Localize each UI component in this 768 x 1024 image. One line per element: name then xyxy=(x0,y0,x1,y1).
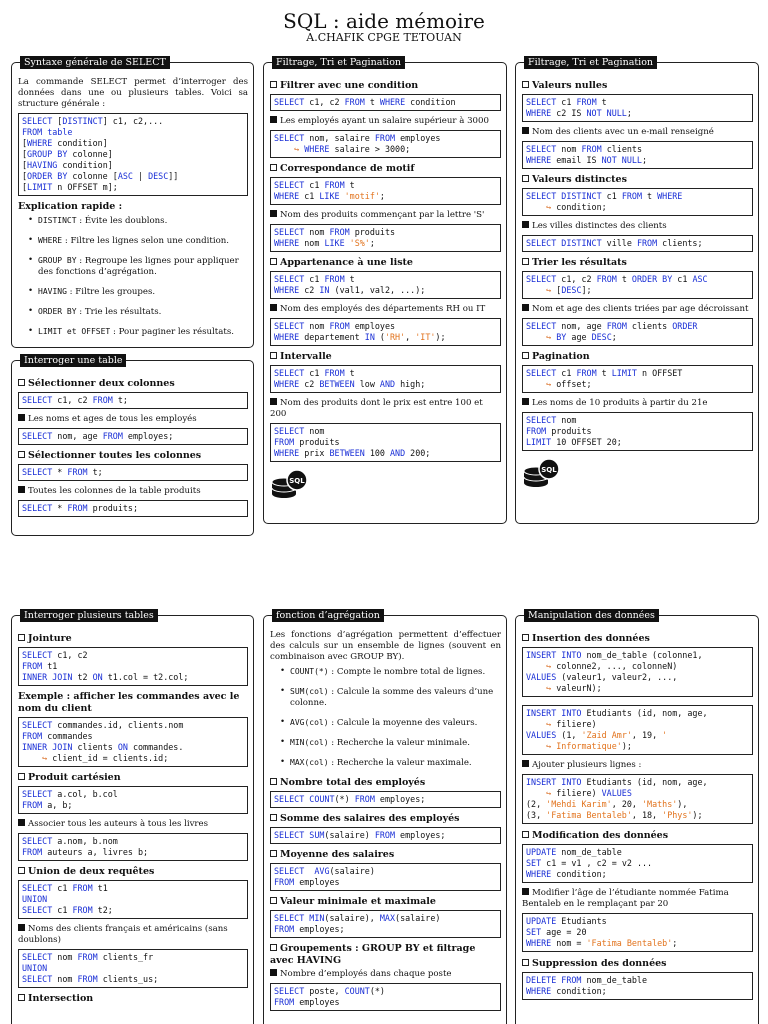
description: Modifier l’âge de l’étudiante nommée Fatima Bentaleb en le remplaçant par 20 xyxy=(522,888,729,909)
description: Les noms de 10 produits à partir du 21e xyxy=(522,398,753,409)
section-title: Sélectionner deux colonnes xyxy=(18,378,248,390)
section-title: Correspondance de motif xyxy=(270,163,501,175)
code-block: SELECT DISTINCT c1 FROM t WHERE ↪ condition; xyxy=(522,188,753,216)
section-title: Valeurs distinctes xyxy=(522,174,753,186)
code-block: INSERT INTO Etudiants (id, nom, age, ↪ filiere) VALUES (2, 'Mehdi Karim', 20, 'Maths'), (3, 'Fatima Bentaleb', 18, 'Phys'); xyxy=(522,774,753,824)
section-title: Groupements : GROUP BY et filtrage avec HAVING xyxy=(270,943,476,966)
code-block: SELECT nom, age FROM clients ORDER ↪ BY age DESC; xyxy=(522,318,753,346)
description: Nom des produits commençant par la lettre 'S' xyxy=(270,210,501,221)
aggregation-list xyxy=(270,666,501,769)
database-sql-icon xyxy=(522,458,562,492)
description: Associer tous les auteurs à tous les livres xyxy=(18,819,248,830)
section-title: Somme des salaires des employés xyxy=(270,813,501,825)
section-title: Suppression des données xyxy=(522,958,753,970)
code-block: SELECT DISTINCT ville FROM clients; xyxy=(522,235,753,252)
panel-data-manipulation xyxy=(515,610,759,1024)
panel-filter-2 xyxy=(515,57,759,524)
section-title: Appartenance à une liste xyxy=(270,257,501,269)
code-block: INSERT INTO nom_de_table (colonne1, ↪ colonne2, ..., colonneN) VALUES (valeur1, valeur2, ..., ↪ valeurN); xyxy=(522,647,753,697)
list-item: • WHERE : Filtre les lignes selon une condition. xyxy=(38,235,248,247)
list-item: • AVG(col) : Calcule la moyenne des valeurs. xyxy=(290,717,501,729)
section-title: Pagination xyxy=(522,351,753,363)
code-block: SELECT commandes.id, clients.nom FROM commandes INNER JOIN clients ON commandes. ↪ client_id = clients.id; xyxy=(18,717,248,767)
code-block: SELECT c1 FROM t LIMIT n OFFSET ↪ offset; xyxy=(522,365,753,393)
page-header xyxy=(0,10,768,44)
section-title: Valeur minimale et maximale xyxy=(270,896,501,908)
code-block: SELECT c1, c2 FROM t; xyxy=(18,392,248,409)
code-block: SELECT c1 FROM t WHERE c2 BETWEEN low AND high; xyxy=(270,365,501,393)
code-block: SELECT nom FROM clients_fr UNION SELECT nom FROM clients_us; xyxy=(18,949,248,988)
explain-list xyxy=(18,215,248,338)
code-block: SELECT c1, c2 FROM t ORDER BY c1 ASC ↪ [DESC]; xyxy=(522,271,753,299)
code-block: SELECT nom FROM clients WHERE email IS NOT NULL; xyxy=(522,141,753,169)
database-sql-icon xyxy=(270,469,310,503)
section-title: Modification des données xyxy=(522,830,753,842)
description: Noms des clients français et américains (sans doublons) xyxy=(18,924,228,945)
code-block: SELECT MIN(salaire), MAX(salaire) FROM employes; xyxy=(270,910,501,938)
section-title: Moyenne des salaires xyxy=(270,849,501,861)
svg-text:SQL: SQL xyxy=(289,477,305,485)
section-title: Valeurs nulles xyxy=(522,80,753,92)
description: Nom et age des clients triées par age décroissant xyxy=(522,304,753,315)
code-block: SELECT nom FROM produits WHERE prix BETWEEN 100 AND 200; xyxy=(270,423,501,462)
description: Nombre d’employés dans chaque poste xyxy=(270,969,501,980)
description: Ajouter plusieurs lignes : xyxy=(522,760,753,771)
section-title: Union de deux requêtes xyxy=(18,866,248,878)
description: Nom des produits dont le prix est entre 100 et 200 xyxy=(270,398,483,419)
description: Nom des clients avec un e-mail renseigné xyxy=(522,127,753,138)
code-block: SELECT c1 FROM t WHERE c1 LIKE 'motif'; xyxy=(270,177,501,205)
page-subtitle: A.CHAFIK CPGE TETOUAN xyxy=(306,31,462,44)
panel-select-syntax xyxy=(11,57,254,348)
panel-title: fonction d’agrégation xyxy=(272,609,384,622)
code-block: SELECT c1 FROM t1 UNION SELECT c1 FROM t2; xyxy=(18,880,248,919)
code-block: SELECT nom, age FROM employes; xyxy=(18,428,248,445)
intro-text: La commande SELECT permet d’interroger des données dans une ou plusieurs tables. Voici sa structure générale : xyxy=(18,77,248,109)
description: Les employés ayant un salaire supérieur à 3000 xyxy=(270,116,501,127)
list-item: • MIN(col) : Recherche la valeur minimale. xyxy=(290,737,501,749)
list-item: • HAVING : Filtre les groupes. xyxy=(38,286,248,298)
section-title: Nombre total des employés xyxy=(270,777,501,789)
section-title: Sélectionner toutes les colonnes xyxy=(18,450,248,462)
code-block: SELECT nom FROM produits LIMIT 10 OFFSET 20; xyxy=(522,412,753,451)
section-title: Jointure xyxy=(18,633,248,645)
code-block: SELECT c1, c2 FROM t1 INNER JOIN t2 ON t1.col = t2.col; xyxy=(18,647,248,686)
section-title: Produit cartésien xyxy=(18,772,248,784)
code-block: SELECT COUNT(*) FROM employes; xyxy=(270,791,501,808)
section-title: Filtrer avec une condition xyxy=(270,80,501,92)
code-block: INSERT INTO Etudiants (id, nom, age, ↪ filiere) VALUES (1, 'Zaid Amr', 19, ' ↪ Informatique'); xyxy=(522,705,753,755)
code-block: UPDATE nom_de_table SET c1 = v1 , c2 = v2 ... WHERE condition; xyxy=(522,844,753,883)
section-title: Intersection xyxy=(18,993,248,1005)
code-block: UPDATE Etudiants SET age = 20 WHERE nom = 'Fatima Bentaleb'; xyxy=(522,913,753,952)
code-block: SELECT AVG(salaire) FROM employes xyxy=(270,863,501,891)
code-block: SELECT a.nom, b.nom FROM auteurs a, livres b; xyxy=(18,833,248,861)
list-item: • MAX(col) : Recherche la valeur maximale. xyxy=(290,757,501,769)
section-title: Exemple : afficher les commandes avec le nom du client xyxy=(18,691,240,714)
panel-multi-tables xyxy=(11,610,254,1024)
code-block: SELECT poste, COUNT(*) FROM employes xyxy=(270,983,501,1011)
panel-title: Filtrage, Tri et Pagination xyxy=(272,56,405,69)
code-block: SELECT nom, salaire FROM employes ↪ WHERE salaire > 3000; xyxy=(270,130,501,158)
code-block: SELECT * FROM t; xyxy=(18,464,248,481)
code-block: SELECT c1, c2 FROM t WHERE condition xyxy=(270,94,501,111)
panel-title: Syntaxe générale de SELECT xyxy=(20,56,170,69)
section-title: Insertion des données xyxy=(522,633,753,645)
panel-title: Manipulation des données xyxy=(524,609,659,622)
panel-title: Interroger plusieurs tables xyxy=(20,609,158,622)
code-block: SELECT SUM(salaire) FROM employes; xyxy=(270,827,501,844)
page-title: SQL : aide mémoire xyxy=(283,9,485,33)
section-title: Intervalle xyxy=(270,351,501,363)
code-block: SELECT c1 FROM t WHERE c2 IS NOT NULL; xyxy=(522,94,753,122)
list-item: • COUNT(*) : Compte le nombre total de lignes. xyxy=(290,666,501,678)
description: Les villes distinctes des clients xyxy=(522,221,753,232)
code-block: SELECT a.col, b.col FROM a, b; xyxy=(18,786,248,814)
list-item: • LIMIT et OFFSET : Pour paginer les résultats. xyxy=(38,326,248,338)
panel-title: Filtrage, Tri et Pagination xyxy=(524,56,657,69)
code-block: DELETE FROM nom_de_table WHERE condition; xyxy=(522,972,753,1000)
list-item: • ORDER BY : Trie les résultats. xyxy=(38,306,248,318)
code-block: SELECT [DISTINCT] c1, c2,... FROM table [WHERE condition] [GROUP BY colonne] [HAVING condition] [ORDER BY colonne [ASC | DESC]] [LIMIT n OFFSET m]; xyxy=(18,113,248,196)
description: Toutes les colonnes de la table produits xyxy=(18,486,248,497)
code-block: SELECT c1 FROM t WHERE c2 IN (val1, val2, ...); xyxy=(270,271,501,299)
list-item: • DISTINCT : Évite les doublons. xyxy=(38,215,248,227)
panel-title: Interroger une table xyxy=(20,354,126,367)
list-item: • SUM(col) : Calcule la somme des valeurs d’une colonne. xyxy=(290,686,501,709)
list-item: • GROUP BY : Regroupe les lignes pour appliquer des fonctions d’agrégation. xyxy=(38,255,248,278)
explain-title: Explication rapide : xyxy=(18,201,123,212)
svg-text:SQL: SQL xyxy=(541,466,557,474)
intro-text: Les fonctions d’agrégation permettent d’effectuer des calculs sur un ensemble de lignes (souvent en combinaison avec GROUP BY). xyxy=(270,630,501,662)
code-block: SELECT nom FROM produits WHERE nom LIKE 'S%'; xyxy=(270,224,501,252)
code-block: SELECT * FROM produits; xyxy=(18,500,248,517)
panel-filter-1 xyxy=(263,57,507,524)
panel-aggregation xyxy=(263,610,507,1024)
description: Les noms et ages de tous les employés xyxy=(18,414,248,425)
description: Nom des employés des départements RH ou IT xyxy=(270,304,501,315)
code-block: SELECT nom FROM employes WHERE departement IN ('RH', 'IT'); xyxy=(270,318,501,346)
panel-query-table xyxy=(11,355,254,536)
section-title: Trier les résultats xyxy=(522,257,753,269)
